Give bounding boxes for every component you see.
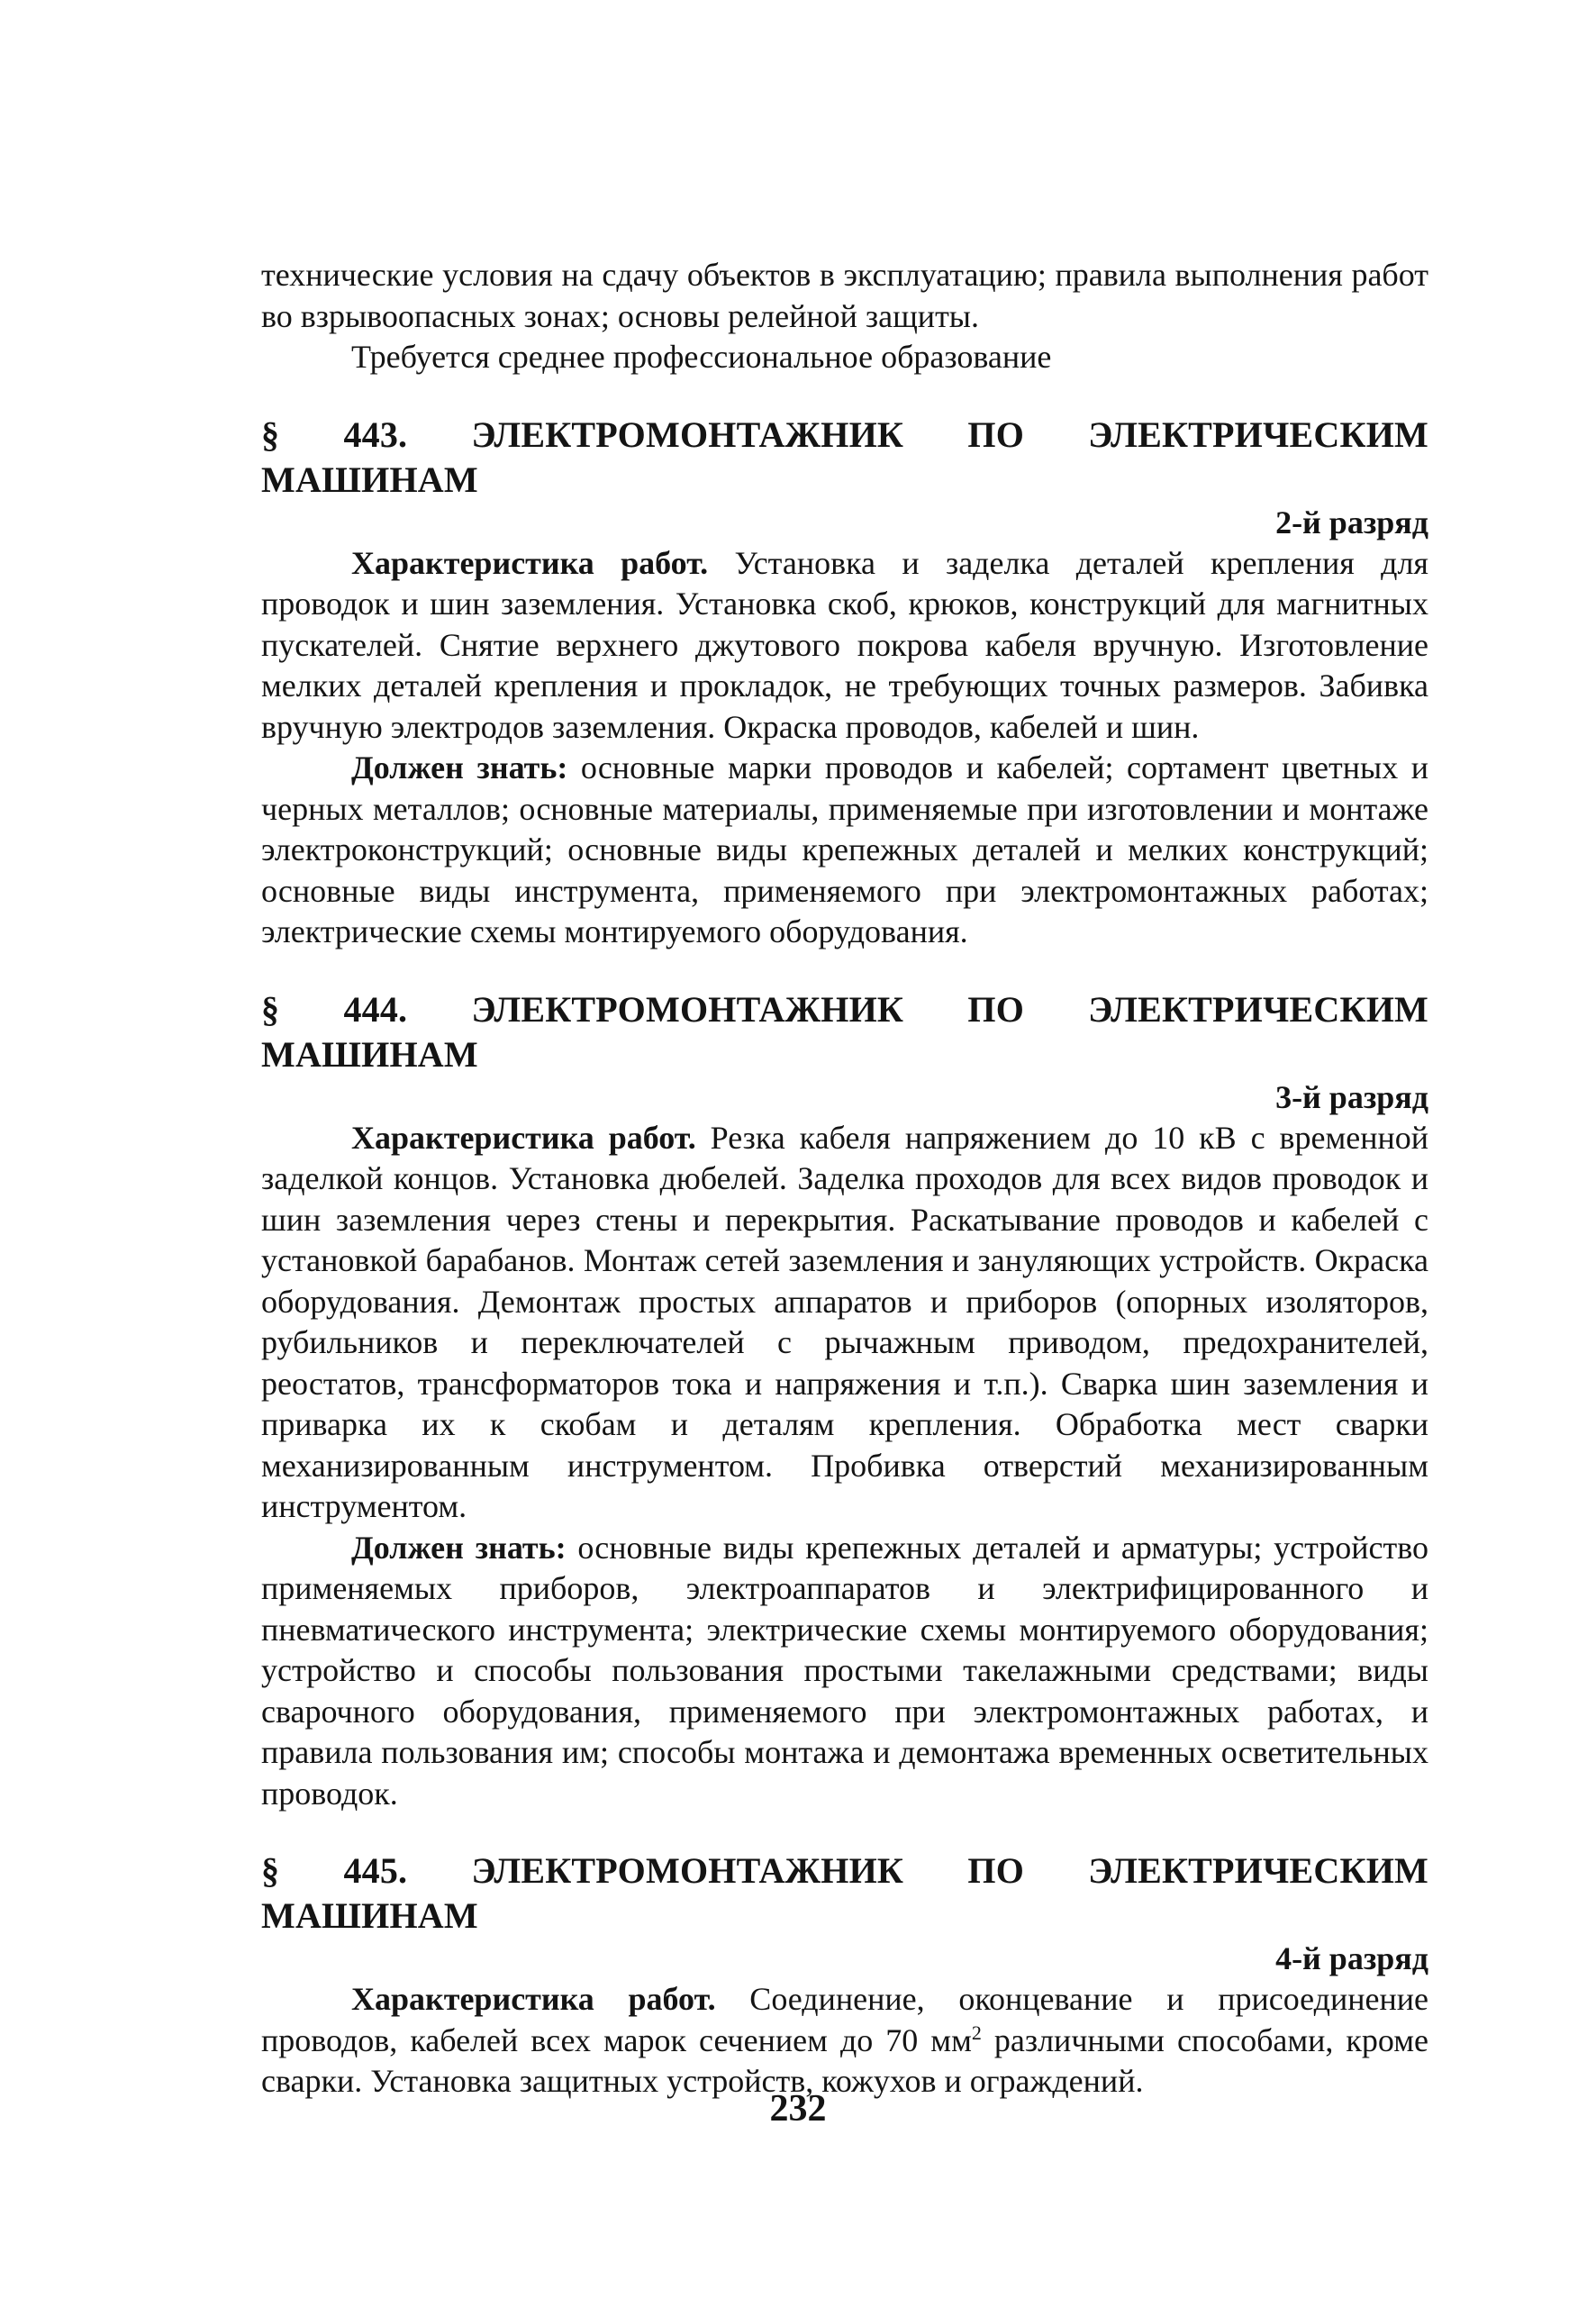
required-knowledge-label: Должен знать: (351, 1529, 567, 1566)
education-requirement: Требуется среднее профессиональное образование (351, 339, 1052, 375)
section-title: § 443. ЭЛЕКТРОМОНТАЖНИК ПО ЭЛЕКТРИЧЕСКИМ МАШИНАМ (261, 413, 1428, 500)
grade-label: 4-й разряд (1275, 1940, 1428, 1976)
work-characteristics-text: Соединение, оконцевание и присоединение проводов, кабелей всех марок сечением до 70 мм (261, 1981, 1429, 2058)
intro-paragraph: технические условия на сдачу объектов в эксплуатацию; правила выполнения работ во взрывоопасных зонах; основы релейной защиты. (261, 257, 1428, 334)
required-knowledge (261, 748, 1428, 953)
section-title: § 445. ЭЛЕКТРОМОНТАЖНИК ПО ЭЛЕКТРИЧЕСКИМ МАШИНАМ (261, 1850, 1428, 1936)
section-title: § 444. ЭЛЕКТРОМОНТАЖНИК ПО ЭЛЕКТРИЧЕСКИМ МАШИНАМ (261, 988, 1428, 1075)
work-characteristics-text: Резка кабеля напряжением до 10 кВ с временной заделкой концов. Установка дюбелей. Заделка проходов для всех видов проводок и шин заземления через стены и перекрытия. Раскатывание проводов и кабелей с установкой барабанов. Монтаж сетей заземления и зануляющих устройств. Окраска оборудования. Демонтаж простых аппаратов и приборов (опорных изоляторов, рубильников и переключателей с рычажным приводом, предохранителей, реостатов, трансформаторов тока и напряжения и т.п.). Сварка шин заземления и приварка их к скобам и деталям крепления. Обработка мест сварки механизированным инструментом. Пробивка отверстий механизированным инструментом. (261, 1119, 1428, 1524)
required-knowledge (261, 1528, 1428, 1815)
required-knowledge-text: основные виды крепежных деталей и арматуры; устройство применяемых приборов, электроаппаратов и электрифицированного и пневматического инструмента; электрические схемы монтируемого оборудования; устройство и способы пользования простыми такелажными средствами; виды сварочного оборудования, применяемого при электромонтажных работах, и правила пользования им; способы монтажа и демонтажа временных осветительных проводок. (261, 1529, 1428, 1812)
page-number: 232 (769, 2088, 827, 2130)
grade-label: 2-й разряд (1275, 504, 1428, 540)
work-characteristics (261, 1979, 1428, 2103)
work-characteristics (261, 1118, 1428, 1528)
work-characteristics (261, 543, 1428, 749)
work-characteristics-label: Характеристика работ. (351, 544, 709, 581)
section-445 (261, 1848, 1428, 2103)
grade-label: 3-й разряд (1275, 1078, 1428, 1115)
work-characteristics-label: Характеристика работ. (351, 1119, 696, 1156)
section-443 (261, 413, 1428, 953)
work-characteristics-text: Установка и заделка деталей крепления для проводок и шин заземления. Установка скоб, крюков, конструкций для магнитных пускателей. Снятие верхнего джутового покрова кабеля вручную. Изготовление мелких деталей крепления и прокладок, не требующих точных размеров. Забивка вручную электродов заземления. Окраска проводов, кабелей и шин. (261, 544, 1428, 745)
work-characteristics-label: Характеристика работ. (351, 1981, 716, 2017)
superscript-square: 2 (971, 2021, 982, 2044)
work-characteristics-text-continued: различными способами, кроме сварки. Установка защитных устройств, кожухов и ограждений. (261, 2021, 1429, 2099)
required-knowledge-text: основные марки проводов и кабелей; сортамент цветных и черных металлов; основные материалы, применяемые при изготовлении и монтаже электроконструкций; основные виды крепежных деталей и мелких конструкций; основные виды инструмента, применяемого при электромонтажных работах; электрические схемы монтируемого оборудования. (261, 749, 1428, 949)
section-444 (261, 987, 1428, 1815)
required-knowledge-label: Должен знать: (351, 749, 568, 786)
page-content (261, 255, 1428, 2103)
